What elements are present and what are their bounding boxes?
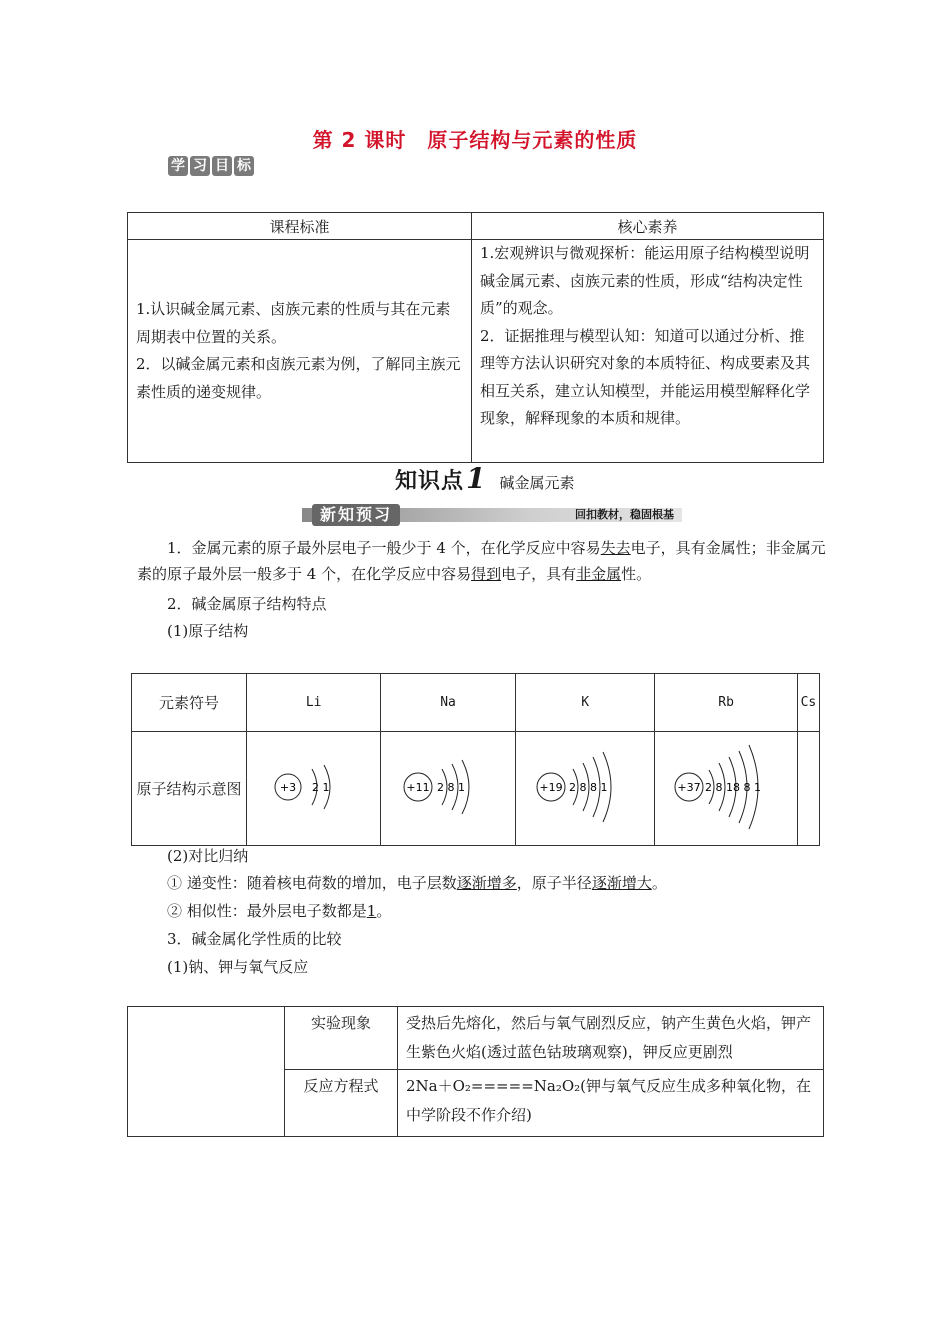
blank-cell [128,1007,285,1137]
answer-lose: 失去 [600,539,631,557]
symbol-rb: Rb [655,674,797,732]
diagram-na [381,732,515,846]
row-label-equation: 反应方程式 [285,1070,398,1137]
paragraph-3: (1)原子结构 [167,622,249,640]
diagram-k [515,732,655,846]
oxygen-reaction-table [127,1006,824,1137]
nucleus-label: +37 [677,780,701,794]
atom-diagram-na [398,752,498,822]
diagram-rb [655,732,797,846]
paragraph-5: ① 递变性：随着核电荷数的增加，电子层数逐渐增多，原子半径逐渐增大。 [167,874,667,892]
knowledge-point-label: 知识点 [395,469,465,494]
section-banner [302,504,682,526]
atom-diagram-rb [673,742,779,832]
literacy-cell [472,240,824,463]
literacy-item: 2．证据推理与模型认知：知道可以通过分析、推理等方法认识研究对象的本质特征、构成要素及其相互关系，建立认知模型，并能运用模型解释化学现象，解释现象的本质和规律。 [480,326,811,427]
equation-text: 2Na＋O₂=====Na₂O₂(钾与氧气反应生成多种氧化物，在中学阶段不作介绍) [398,1070,824,1137]
paragraph-2: 2．碱金属原子结构特点 [167,595,327,613]
answer-nonmetal: 非金属 [576,565,622,583]
shell-label: 2 1 [311,780,330,794]
paragraph-7: 3．碱金属化学性质的比较 [167,930,342,948]
nucleus-label: +19 [539,780,563,794]
page-title: 第 2 课时 原子结构与元素的性质 [312,128,638,152]
paragraph-4: (2)对比归纳 [167,847,249,865]
knowledge-point-heading [395,462,575,495]
knowledge-point-number: 1 [466,462,486,495]
literacy-item: 1.宏观辨识与微观探析：能运用原子结构模型说明碱金属元素、卤族元素的性质，形成“结构决定性质”的观念。 [480,244,810,317]
symbol-cs: Cs [797,674,819,732]
standard-item: 1.认识碱金属元素、卤族元素的性质与其在元素周期表中位置的关系。 [136,300,451,346]
objectives-table [127,212,824,463]
symbol-na: Na [381,674,515,732]
standard-item: 2．以碱金属元素和卤族元素为例，了解同主族元素性质的递变规律。 [136,355,461,401]
atom-diagram-k [533,747,637,827]
header-standards: 课程标准 [128,213,472,240]
banner-tagline: 回扣教材，稳固根基 [575,508,674,521]
answer-gain: 得到 [471,565,502,583]
symbol-k: K [515,674,655,732]
shell-label: 2 8 8 1 [569,780,608,794]
badge-char: 习 [190,156,210,176]
learning-objectives-badge [168,156,254,176]
banner-label: 新知预习 [312,504,400,526]
paragraph-6: ② 相似性：最外层电子数都是1。 [167,902,392,920]
atom-diagram-li [264,757,364,817]
standards-cell [128,240,472,463]
shell-label: 2 8 1 [437,780,466,794]
diagram-li [247,732,381,846]
symbol-li: Li [247,674,381,732]
answer-radius: 逐渐增大 [591,874,652,892]
answer-layers: 逐渐增多 [456,874,517,892]
paragraph-8: (1)钠、钾与氧气反应 [167,958,309,976]
row-label-phenomenon: 实验现象 [285,1007,398,1070]
badge-char: 目 [212,156,232,176]
atomic-structure-table [131,673,820,846]
diagram-cs [797,732,819,846]
header-literacy: 核心素养 [472,213,824,240]
nucleus-label: +11 [406,780,430,794]
row-label-diagram: 原子结构示意图 [132,732,247,846]
knowledge-point-subtitle: 碱金属元素 [499,474,575,492]
nucleus-label: +3 [279,780,296,794]
phenomenon-text: 受热后先熔化，然后与氧气剧烈反应，钠产生黄色火焰，钾产生紫色火焰(透过蓝色钴玻璃观察)，钾反应更剧烈 [398,1007,824,1070]
badge-char: 学 [168,156,188,176]
paragraph-1: 1．金属元素的原子最外层电子一般少于 4 个，在化学反应中容易失去电子，具有金属性；非金属元素的原子最外层一般多于 4 个，在化学反应中容易得到电子，具有非金属性。 [137,539,826,583]
row-label-symbol: 元素符号 [132,674,247,732]
badge-char: 标 [234,156,254,176]
shell-label: 2 8 18 8 1 [705,780,762,794]
answer-electrons: 1 [366,902,377,920]
